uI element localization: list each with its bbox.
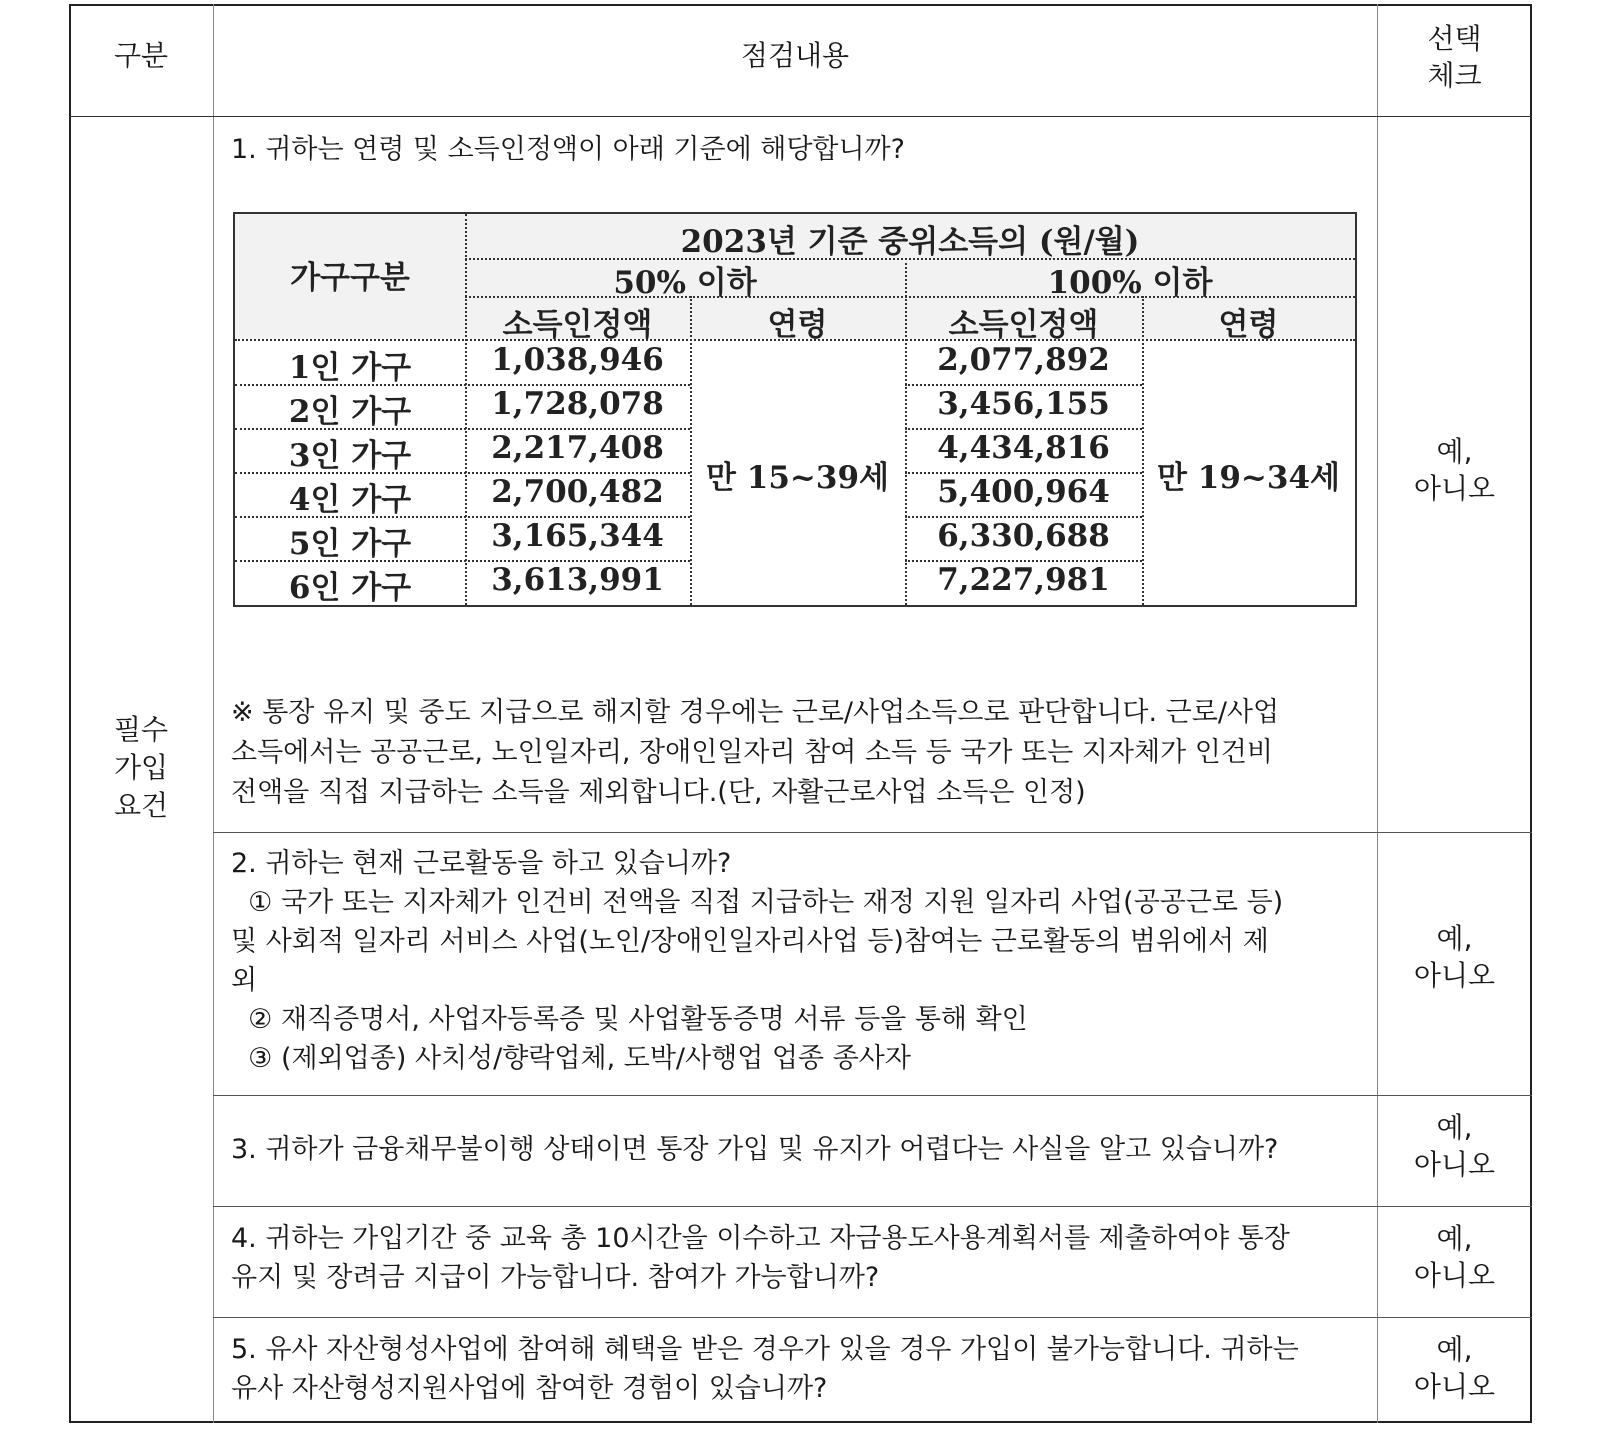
row-income-50: 3,165,344	[491, 518, 664, 554]
answer-option-q1[interactable]: 예,	[1436, 435, 1473, 468]
answer-option-q2[interactable]: 아니오	[1413, 959, 1496, 992]
row-income-100: 7,227,981	[937, 562, 1110, 598]
q2-line: ② 재직증명서, 사업자등록증 및 사업활동증명 서류 등을 통해 확인	[231, 1004, 1028, 1035]
row-household: 5인 가구	[288, 526, 412, 562]
row-income-100: 6,330,688	[937, 518, 1110, 554]
category-label-line2: 가입	[113, 751, 169, 784]
age-range-100: 만 19~34세	[1157, 460, 1340, 496]
answer-option-q1[interactable]: 아니오	[1413, 472, 1496, 505]
answer-option-q5[interactable]: 예,	[1436, 1333, 1473, 1366]
row-household: 2인 가구	[288, 394, 412, 430]
q4-line: 유지 및 장려금 지급이 가능합니다. 참여가 가능합니까?	[231, 1262, 880, 1293]
q1-note-line: ※ 통장 유지 및 중도 지급으로 해지할 경우에는 근로/사업소득으로 판단합니다. 근로/사업	[231, 697, 1280, 728]
q2-line: 2. 귀하는 현재 근로활동을 하고 있습니까?	[231, 848, 732, 879]
row-divider	[213, 1206, 1532, 1207]
sub-income-100: 소득인정액	[948, 307, 1099, 343]
row-divider	[213, 1317, 1532, 1318]
q1-note-line: 전액을 직접 지급하는 소득을 제외합니다.(단, 자활근로사업 소득은 인정)	[231, 777, 1086, 808]
group-50: 50% 이하	[613, 265, 757, 301]
header-category: 구분	[113, 39, 169, 72]
q4-line: 4. 귀하는 가입기간 중 교육 총 10시간을 이수하고 자금용도사용계획서를 제출하여야 통장	[231, 1223, 1290, 1254]
answer-option-q2[interactable]: 예,	[1436, 922, 1473, 955]
row-income-100: 2,077,892	[937, 342, 1110, 378]
q5-line: 5. 유사 자산형성사업에 참여해 혜택을 받은 경우가 있을 경우 가입이 불가능합니다. 귀하는	[231, 1334, 1299, 1365]
q1-note-line: 소득에서는 공공근로, 노인일자리, 장애인일자리 참여 소득 등 국가 또는 지자체가 인건비	[231, 737, 1273, 768]
col-household: 가구구분	[290, 260, 410, 296]
row-income-50: 1,038,946	[491, 342, 664, 378]
sub-income-50: 소득인정액	[502, 307, 653, 343]
column-divider	[213, 4, 214, 1423]
group-100: 100% 이하	[1047, 265, 1213, 301]
row-income-50: 2,217,408	[491, 430, 664, 466]
row-divider	[213, 1095, 1532, 1096]
sub-age-100: 연령	[1218, 307, 1279, 343]
q2-line: ① 국가 또는 지자체가 인건비 전액을 직접 지급하는 재정 지원 일자리 사업(공공근로 등)	[231, 887, 1284, 918]
row-household: 3인 가구	[288, 438, 412, 474]
row-household: 4인 가구	[288, 482, 412, 518]
sub-age-50: 연령	[767, 307, 828, 343]
header-check-line1: 선택	[1427, 22, 1482, 55]
header-divider	[69, 116, 1532, 117]
answer-option-q4[interactable]: 아니오	[1413, 1259, 1496, 1292]
row-income-50: 2,700,482	[491, 474, 664, 510]
row-income-100: 3,456,155	[937, 386, 1110, 422]
q5-line: 유사 자산형성지원사업에 참여한 경험이 있습니까?	[231, 1373, 828, 1404]
row-household: 1인 가구	[288, 350, 412, 386]
row-income-50: 3,613,991	[491, 562, 664, 598]
answer-option-q5[interactable]: 아니오	[1413, 1370, 1496, 1403]
answer-option-q3[interactable]: 예,	[1436, 1111, 1473, 1144]
income-criteria-table	[233, 212, 1357, 607]
answer-option-q4[interactable]: 예,	[1436, 1222, 1473, 1255]
question-3: 3. 귀하가 금융채무불이행 상태이면 통장 가입 및 유지가 어렵다는 사실을 알고 있습니까?	[231, 1134, 1279, 1165]
category-label-line3: 요건	[113, 789, 169, 822]
header-content: 점검내용	[740, 39, 850, 72]
column-divider	[1377, 4, 1378, 1423]
header-check-line2: 체크	[1427, 59, 1482, 92]
q2-line: ③ (제외업종) 사치성/향락업체, 도박/사행업 업종 종사자	[231, 1043, 911, 1074]
row-divider	[213, 832, 1532, 833]
category-label-line1: 필수	[113, 713, 169, 746]
question-1: 1. 귀하는 연령 및 소득인정액이 아래 기준에 해당합니까?	[231, 134, 905, 165]
row-income-100: 5,400,964	[937, 474, 1110, 510]
row-income-50: 1,728,078	[491, 386, 664, 422]
q2-line: 및 사회적 일자리 서비스 사업(노인/장애인일자리사업 등)참여는 근로활동의 범위에서 제	[231, 926, 1269, 957]
age-range-50: 만 15~39세	[706, 460, 889, 496]
row-household: 6인 가구	[288, 570, 412, 606]
q2-line: 외	[231, 965, 258, 996]
table-title: 2023년 기준 중위소득의 (원/월)	[680, 224, 1140, 260]
row-income-100: 4,434,816	[937, 430, 1110, 466]
answer-option-q3[interactable]: 아니오	[1413, 1148, 1496, 1181]
